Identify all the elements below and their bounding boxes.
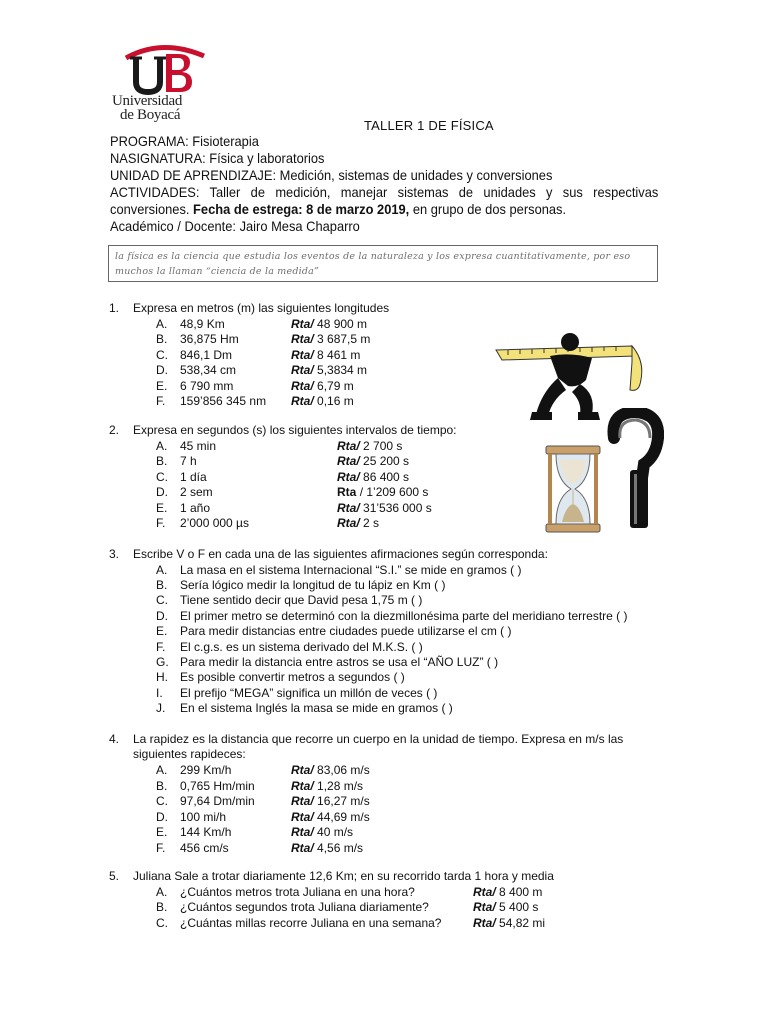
answer bbox=[291, 379, 354, 394]
question-mark-icon bbox=[606, 408, 664, 530]
answer-label: Rta/ bbox=[337, 469, 360, 484]
question-1 bbox=[109, 301, 529, 411]
answer bbox=[473, 916, 545, 931]
answer-value: 31’536 000 s bbox=[363, 500, 432, 515]
answer-value: 4,56 m/s bbox=[317, 840, 364, 855]
item-text: ¿Cuántos metros trota Juliana en una hora? bbox=[180, 884, 415, 899]
item-text: 7 h bbox=[180, 454, 197, 468]
item-text: 2 sem bbox=[180, 485, 213, 499]
item-letter: F. bbox=[156, 840, 166, 855]
docente-line: Académico / Docente: Jairo Mesa Chaparro bbox=[110, 218, 360, 234]
item-letter: E. bbox=[156, 378, 168, 393]
item-text: 1 año bbox=[180, 500, 211, 515]
answer-value: / 1’209 600 s bbox=[359, 485, 429, 499]
question-number: 4. bbox=[109, 732, 120, 746]
answer-value: 48 900 m bbox=[317, 316, 368, 331]
answer-value: 40 m/s bbox=[317, 825, 354, 839]
item-text: 36,875 Hm bbox=[180, 332, 239, 346]
answer-label: Rta/ bbox=[473, 915, 496, 930]
item-letter: D. bbox=[156, 608, 168, 623]
answer bbox=[291, 348, 360, 363]
item-text: 538,34 cm bbox=[180, 363, 237, 377]
fecha-line bbox=[110, 201, 614, 218]
item-letter: F. bbox=[156, 394, 166, 408]
answer bbox=[291, 825, 353, 840]
university-logo bbox=[112, 44, 212, 122]
answer-value: 5 400 s bbox=[499, 900, 539, 914]
item-text: 2’000 000 µs bbox=[180, 516, 249, 530]
question-stem: Expresa en metros (m) las siguientes longitudes bbox=[133, 301, 390, 315]
logo-line2: de Boyacá bbox=[120, 107, 181, 123]
item-text: Para medir distancias entre ciudades puede utilizarse el cm ( ) bbox=[180, 624, 512, 639]
answer bbox=[337, 516, 379, 531]
question-number: 5. bbox=[109, 869, 120, 883]
answer-label: Rta/ bbox=[291, 347, 314, 362]
answer bbox=[291, 841, 363, 856]
item-text: 100 mi/h bbox=[180, 809, 227, 824]
answer-label: Rta/ bbox=[337, 454, 360, 468]
answer-value: 25 200 s bbox=[363, 454, 410, 468]
item-letter: B. bbox=[156, 454, 168, 468]
answer-value: 0,16 m bbox=[317, 394, 354, 408]
item-letter: A. bbox=[156, 438, 168, 453]
item-letter: B. bbox=[156, 332, 168, 346]
item-letter: C. bbox=[156, 347, 168, 362]
question-5 bbox=[109, 869, 569, 934]
item-letter: C. bbox=[156, 915, 168, 930]
answer-label: Rta/ bbox=[291, 809, 314, 824]
answer bbox=[291, 363, 367, 378]
answer-value: 1,28 m/s bbox=[317, 778, 364, 793]
conversiones-text: conversiones. bbox=[110, 201, 190, 217]
item-letter: D. bbox=[156, 363, 168, 377]
item-text: 48,9 Km bbox=[180, 316, 225, 331]
item-text: ¿Cuántas millas recorre Juliana en una semana? bbox=[180, 915, 442, 930]
answer bbox=[291, 810, 370, 825]
answer-label: Rta/ bbox=[291, 378, 314, 393]
item-text: La masa en el sistema Internacional “S.I.” se mide en gramos ( ) bbox=[180, 562, 522, 577]
fecha-rest: en grupo de dos personas. bbox=[412, 201, 567, 217]
item-letter: B. bbox=[156, 778, 168, 793]
answer bbox=[291, 779, 363, 794]
answer bbox=[291, 763, 370, 778]
hourglass-icon bbox=[544, 444, 602, 534]
answer-label: Rta/ bbox=[473, 884, 496, 899]
hourglass-illustration bbox=[544, 444, 602, 534]
item-letter: A. bbox=[156, 562, 168, 577]
item-letter: D. bbox=[156, 809, 168, 824]
answer-label: Rta/ bbox=[291, 763, 314, 777]
answer bbox=[291, 794, 370, 809]
item-letter: A. bbox=[156, 884, 168, 899]
item-text: 6 790 mm bbox=[180, 378, 234, 393]
item-letter: G. bbox=[156, 654, 169, 669]
item-text: 456 cm/s bbox=[180, 840, 229, 855]
item-text: Es posible convertir metros a segundos ( ) bbox=[180, 670, 405, 685]
answer bbox=[337, 439, 402, 454]
answer-label: Rta/ bbox=[291, 316, 314, 331]
programa-line: PROGRAMA: Fisioterapia bbox=[110, 133, 259, 149]
page-title: TALLER 1 DE FÍSICA bbox=[364, 118, 494, 133]
item-letter: F. bbox=[156, 516, 166, 530]
answer-label: Rta/ bbox=[291, 363, 314, 377]
answer-label: Rta/ bbox=[337, 516, 360, 530]
answer-label: Rta bbox=[337, 485, 357, 499]
item-text: 159’856 345 nm bbox=[180, 394, 267, 408]
item-text: Sería lógico medir la longitud de tu lápiz en Km ( ) bbox=[180, 577, 446, 592]
actividades-line: ACTIVIDADES: Taller de medición, manejar sistemas de unidades y sus respectivas bbox=[110, 184, 659, 200]
answer bbox=[337, 454, 409, 469]
item-text: El primer metro se determinó con la diezmillonésima parte del meridiano terrestre ( ) bbox=[180, 608, 628, 623]
item-text: En el sistema Inglés la masa se mide en gramos ( ) bbox=[180, 701, 453, 716]
item-letter: I. bbox=[156, 685, 163, 700]
answer-value: 8 400 m bbox=[499, 884, 543, 899]
answer bbox=[291, 332, 370, 347]
question-number: 3. bbox=[109, 547, 120, 561]
quote-line1: la física es la ciencia que estudia los eventos de la naturaleza y los expresa cuantitativamente, por eso bbox=[115, 251, 631, 262]
item-letter: B. bbox=[156, 577, 168, 592]
question-stem-line2: siguientes rapideces: bbox=[133, 747, 246, 761]
item-letter: D. bbox=[156, 485, 168, 499]
question-stem: Juliana Sale a trotar diariamente 12,6 Km; en su recorrido tarda 1 hora y media bbox=[133, 869, 554, 883]
ub-monogram-icon bbox=[112, 44, 212, 98]
item-text: Para medir la distancia entre astros se usa el “AÑO LUZ” ( ) bbox=[180, 654, 499, 669]
answer-value: 6,79 m bbox=[317, 378, 354, 393]
item-letter: A. bbox=[156, 763, 168, 777]
item-letter: A. bbox=[156, 316, 168, 331]
item-letter: B. bbox=[156, 900, 168, 914]
answer-value: 83,06 m/s bbox=[317, 763, 370, 777]
item-text: El c.g.s. es un sistema derivado del M.K.S. ( ) bbox=[180, 639, 423, 654]
answer-value: 86 400 s bbox=[363, 469, 410, 484]
answer-label: Rta/ bbox=[291, 778, 314, 793]
item-text: 846,1 Dm bbox=[180, 347, 233, 362]
item-letter: F. bbox=[156, 639, 166, 654]
answer-value: 54,82 mi bbox=[499, 915, 546, 930]
logo-line1: Universidad bbox=[112, 93, 183, 109]
quote-box bbox=[108, 245, 658, 282]
answer-label: Rta/ bbox=[291, 794, 314, 808]
question-2 bbox=[109, 423, 529, 533]
question-number: 1. bbox=[109, 301, 120, 315]
item-text: Tiene sentido decir que David pesa 1,75 m ( ) bbox=[180, 593, 423, 608]
answer bbox=[291, 317, 367, 332]
answer-label: Rta/ bbox=[291, 825, 314, 839]
answer-value: 16,27 m/s bbox=[317, 794, 370, 808]
item-letter: E. bbox=[156, 624, 168, 639]
question-stem-line1: La rapidez es la distancia que recorre un cuerpo en la unidad de tiempo. Expresa en m/s las bbox=[133, 732, 624, 746]
answer-label: Rta/ bbox=[291, 840, 314, 855]
answer-value: 2 700 s bbox=[363, 438, 403, 453]
answer-label: Rta/ bbox=[291, 332, 314, 346]
item-letter: E. bbox=[156, 500, 168, 515]
answer-value: 8 461 m bbox=[317, 347, 361, 362]
answer bbox=[473, 900, 538, 915]
item-text: 1 día bbox=[180, 469, 207, 484]
answer bbox=[291, 394, 354, 409]
item-text: ¿Cuántos segundos trota Juliana diariamente? bbox=[180, 900, 429, 914]
answer bbox=[473, 885, 542, 900]
answer-label: Rta/ bbox=[337, 500, 360, 515]
course-header bbox=[110, 133, 659, 235]
answer bbox=[337, 501, 432, 516]
answer-value: 5,3834 m bbox=[317, 363, 368, 377]
answer-value: 2 s bbox=[363, 516, 380, 530]
item-text: 45 min bbox=[180, 438, 217, 453]
answer-value: 44,69 m/s bbox=[317, 809, 370, 824]
question-4 bbox=[109, 732, 629, 857]
fecha-bold: Fecha de estrega: 8 de marzo 2019, bbox=[193, 201, 410, 217]
quote-line2: muchos la llaman “ciencia de la medida” bbox=[115, 266, 320, 277]
item-text: 144 Km/h bbox=[180, 825, 232, 839]
item-letter: C. bbox=[156, 794, 168, 808]
answer bbox=[337, 485, 428, 500]
unidad-line: UNIDAD DE APRENDIZAJE: Medición, sistemas de unidades y conversiones bbox=[110, 167, 553, 183]
question-mark-illustration bbox=[606, 408, 664, 530]
item-letter: J. bbox=[156, 701, 166, 716]
question-3 bbox=[109, 547, 649, 717]
question-stem: Expresa en segundos (s) los siguientes intervalos de tiempo: bbox=[133, 423, 457, 437]
answer bbox=[337, 470, 409, 485]
item-text: 97,64 Dm/min bbox=[180, 794, 255, 808]
item-letter: H. bbox=[156, 670, 168, 685]
question-number: 2. bbox=[109, 423, 120, 437]
answer-value: 3 687,5 m bbox=[317, 332, 371, 346]
question-stem: Escribe V o F en cada una de las siguientes afirmaciones según corresponda: bbox=[133, 547, 548, 561]
asignatura-line: NASIGNATURA: Física y laboratorios bbox=[110, 150, 325, 166]
item-letter: C. bbox=[156, 593, 168, 608]
answer-label: Rta/ bbox=[473, 900, 496, 914]
answer-label: Rta/ bbox=[291, 394, 314, 408]
item-letter: E. bbox=[156, 825, 168, 839]
item-text: 0,765 Hm/min bbox=[180, 778, 255, 793]
item-letter: C. bbox=[156, 469, 168, 484]
item-text: El prefijo “MEGA” significa un millón de veces ( ) bbox=[180, 685, 438, 700]
answer-label: Rta/ bbox=[337, 438, 360, 453]
item-text: 299 Km/h bbox=[180, 763, 232, 777]
